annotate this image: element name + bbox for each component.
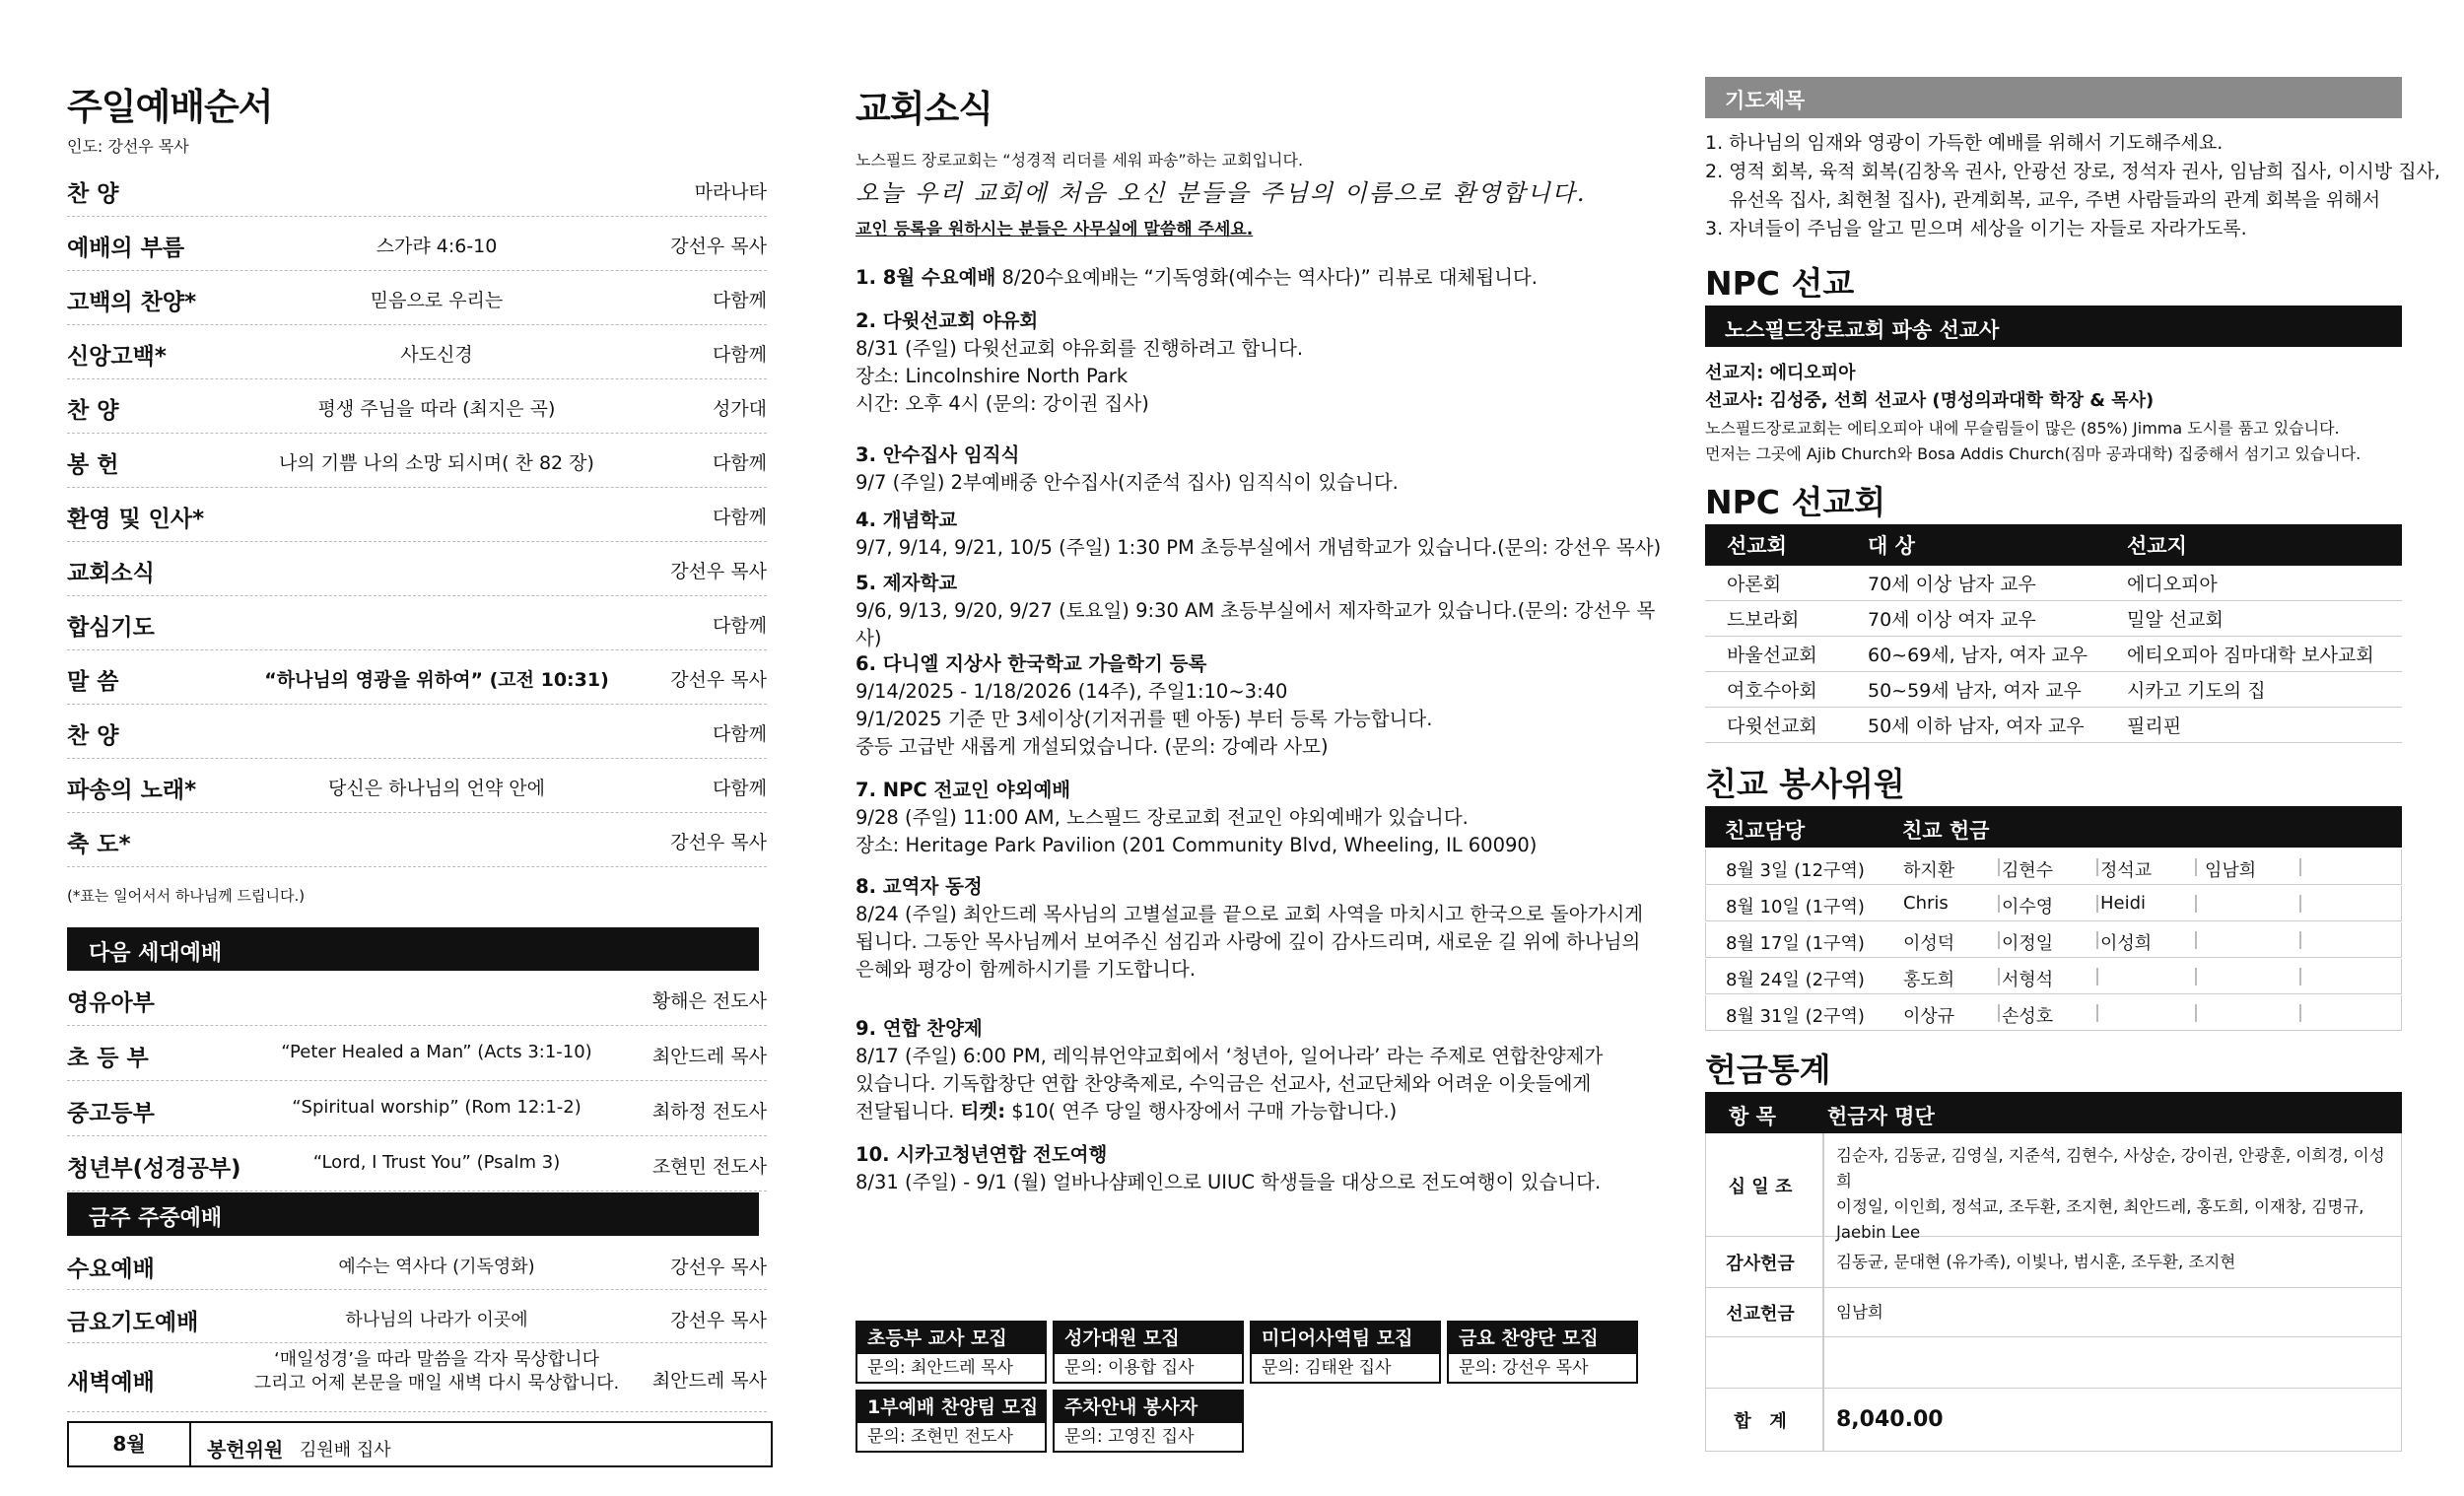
footnote: (*표는 일어서서 하나님께 드립니다.) xyxy=(67,887,306,905)
order-row xyxy=(67,433,767,488)
fellowship-name: Heidi xyxy=(2100,893,2147,914)
news-item-title: 4. 개념학교 xyxy=(856,509,958,531)
worship-order-title: 주일예배순서 xyxy=(67,86,273,128)
missions-row xyxy=(1705,601,2402,637)
news-item xyxy=(856,1015,1664,1125)
weekday-service: 금요기도예배 xyxy=(67,1310,199,1335)
fellowship-name: 정석교 xyxy=(2100,860,2153,881)
news-item-title: 8. 교역자 동정 xyxy=(856,875,983,898)
fellowship-date: 8월 3일 (12구역) xyxy=(1726,860,1865,881)
next-gen-leader: 최하정 전도사 xyxy=(651,1101,767,1122)
offering-divider xyxy=(1822,1133,1824,1236)
order-row-leader: 강선우 목사 xyxy=(670,669,767,691)
order-row xyxy=(67,216,767,271)
order-row-content: 당신은 하나님의 언약 안에 xyxy=(327,778,545,799)
name-separator xyxy=(2195,1004,2197,1022)
order-row-leader: 다함께 xyxy=(712,344,767,366)
offering-names: 김동균, 문대현 (유가족), 이빛나, 범시훈, 조두환, 조지현 xyxy=(1836,1253,2236,1271)
next-gen-row xyxy=(67,970,767,1026)
news-item-body: 8/24 (주일) 최안드레 목사님의 고별설교를 끝으로 교회 사역을 마치시고 한국으로 돌아가시게 됩니다. 그동안 목사님께서 보여주신 섬김과 사랑에 깊이 감사드리며, 새로운 길 위에 하나님의 은혜와 평강이 함께하시기를 기도합니다. xyxy=(856,903,1644,981)
recruit-contact: 문의: 조현민 전도사 xyxy=(867,1427,1013,1447)
recruit-contact: 문의: 최안드레 목사 xyxy=(867,1358,1013,1378)
news-item-title: 10. 시카고청년연합 전도여행 xyxy=(856,1143,1108,1166)
name-separator xyxy=(1998,895,2000,913)
register-notice: 교인 등록을 원하시는 분들은 사무실에 말씀해 주세요. xyxy=(856,220,1254,239)
fellowship-date: 8월 17일 (1구역) xyxy=(1726,933,1865,954)
offering-item: 선교헌금 xyxy=(1726,1304,1795,1325)
news-item xyxy=(856,777,1664,859)
npc-mission-title: NPC 선교 xyxy=(1705,264,1855,303)
fellowship-date: 8월 10일 (1구역) xyxy=(1726,897,1865,918)
mission-desc-1: 노스필드장로교회는 에티오피아 내에 무슬림들이 많은 (85%) Jimma 도시를 품고 있습니다. xyxy=(1705,419,2340,438)
order-row xyxy=(67,270,767,325)
order-row-label: 찬 양 xyxy=(67,181,119,207)
missions-table xyxy=(1705,524,2402,743)
name-separator xyxy=(2195,968,2197,986)
weekday-leader: 강선우 목사 xyxy=(670,1257,767,1278)
next-gen-dept: 영유아부 xyxy=(67,990,155,1016)
fellowship-name: 하지환 xyxy=(1903,860,1955,881)
fellowship-name: 이정일 xyxy=(2002,933,2054,954)
news-item-body: 9/28 (주일) 11:00 AM, 노스필드 장로교회 전교인 야외예배가 있습니다. 장소: Heritage Park Pavilion (201 Community Blvd, Wheeling, IL 60090) xyxy=(856,806,1538,856)
news-item-body: 8/31 (주일) 다윗선교회 야유회를 진행하려고 합니다. 장소: Lincolnshire North Park 시간: 오후 4시 (문의: 강이권 집사) xyxy=(856,337,1304,415)
name-separator xyxy=(2096,895,2098,913)
next-gen-topic: “Lord, I Trust You” (Psalm 3) xyxy=(312,1152,561,1173)
fellowship-col-date: 친교담당 xyxy=(1725,819,1806,843)
order-row-label: 예배의 부름 xyxy=(67,236,185,261)
missions-row xyxy=(1705,637,2402,672)
recruit-box xyxy=(856,1321,1047,1384)
weekday-leader: 최안드레 목사 xyxy=(651,1370,767,1392)
order-row-leader: 다함께 xyxy=(712,723,767,745)
fellowship-title: 친교 봉사위원 xyxy=(1705,765,1905,803)
fellowship-header xyxy=(1705,806,2402,848)
fellowship-col-names: 친교 헌금 xyxy=(1902,819,1990,843)
missions-field: 필리핀 xyxy=(2105,708,2402,743)
missions-field: 밀알 선교회 xyxy=(2105,601,2402,637)
news-item-body: 9/14/2025 - 1/18/2026 (14주), 주일1:10~3:40 9/1/2025 기준 만 3세이상(기저귀를 뗀 아동) 부터 등록 가능합니다. 중등 고급반 새롭게 개설되었습니다. (문의: 강예라 사모) xyxy=(856,680,1433,758)
offering-col-item: 항 목 xyxy=(1729,1105,1776,1128)
news-item xyxy=(856,442,1664,497)
order-row-content: 평생 주님을 따라 (최지은 곡) xyxy=(317,398,556,420)
order-row-leader: 다함께 xyxy=(712,507,767,528)
order-row-content: 사도신경 xyxy=(400,344,473,366)
next-gen-dept: 청년부(성경공부) xyxy=(67,1156,241,1182)
missionary-bar xyxy=(1705,306,2402,347)
offering-row xyxy=(1705,1336,2402,1389)
offering-committee xyxy=(67,1421,773,1467)
missions-row xyxy=(1705,566,2402,601)
news-item-title: 5. 제자학교 xyxy=(856,572,958,594)
prayer-item: 1. 하나님의 임재와 영광이 가득한 예배를 위해서 기도해주세요. xyxy=(1705,132,2224,154)
news-item xyxy=(856,873,1664,984)
name-separator xyxy=(1998,1004,2000,1022)
fellowship-name: 이성희 xyxy=(2100,933,2153,954)
news-item xyxy=(856,307,1664,418)
offering-divider xyxy=(1822,1287,1824,1336)
order-row-label: 찬 양 xyxy=(67,723,119,749)
order-row-content: 나의 기쁨 나의 소망 되시며( 찬 82 장) xyxy=(279,452,594,474)
name-separator xyxy=(2299,895,2301,913)
name-separator xyxy=(1998,931,2000,949)
fellowship-name: 이성덕 xyxy=(1903,933,1955,954)
order-row xyxy=(67,595,767,650)
order-row-leader: 강선우 목사 xyxy=(670,236,767,257)
news-item-title: 1. 8월 수요예배 xyxy=(856,266,996,289)
fellowship-row xyxy=(1705,886,2402,921)
news-item-body: 9/6, 9/13, 9/20, 9/27 (토요일) 9:30 AM 초등부실에서 제자학교가 있습니다.(문의: 강선우 목사) xyxy=(856,599,1656,649)
offering-item: 감사헌금 xyxy=(1726,1254,1795,1274)
missions-field: 에디오피아 xyxy=(2105,566,2402,601)
offering-item: 합 계 xyxy=(1734,1411,1787,1432)
news-item-title: 2. 다윗선교회 야유회 xyxy=(856,309,1039,332)
name-separator xyxy=(2299,931,2301,949)
recruit-contact: 문의: 김태완 집사 xyxy=(1262,1358,1392,1378)
recruit-box xyxy=(856,1390,1047,1453)
order-row xyxy=(67,378,767,434)
order-row-content: 스가랴 4:6-10 xyxy=(376,236,498,257)
next-gen-row xyxy=(67,1080,767,1136)
weekday-topic: 예수는 역사다 (기독영화) xyxy=(338,1257,535,1277)
name-separator xyxy=(2299,968,2301,986)
recruit-title: 초등부 교사 모집 xyxy=(857,1323,1045,1354)
news-item-title: 7. NPC 전교인 야외예배 xyxy=(856,779,1071,801)
offering-title: 헌금통계 xyxy=(1705,1051,1831,1089)
next-gen-title: 다음 세대예배 xyxy=(89,941,223,966)
prayer-item: 유선옥 집사, 최현철 집사), 관계회복, 교우, 주변 사람들과의 관계 회복을 위해서 xyxy=(1705,189,2381,211)
missions-group: 바울선교회 xyxy=(1705,637,1846,672)
missions-row xyxy=(1705,708,2402,743)
fellowship-date: 8월 24일 (2구역) xyxy=(1726,970,1865,990)
news-item xyxy=(856,570,1664,652)
offering-divider xyxy=(1822,1388,1824,1451)
news-item-title: 6. 다니엘 지상사 한국학교 가을학기 등록 xyxy=(856,652,1207,675)
next-gen-topic: “Peter Healed a Man” (Acts 3:1-10) xyxy=(281,1042,592,1062)
offering-row xyxy=(1705,1388,2402,1452)
fellowship-name: 이상규 xyxy=(1903,1006,1955,1027)
next-gen-dept: 초 등 부 xyxy=(67,1046,149,1071)
missions-target: 70세 이상 여자 교우 xyxy=(1846,601,2105,637)
recruit-title: 금요 찬양단 모집 xyxy=(1449,1323,1636,1354)
news-item-title: 9. 연합 찬양제 xyxy=(856,1017,983,1040)
weekday-leader: 강선우 목사 xyxy=(670,1310,767,1331)
fellowship-name: 손성호 xyxy=(2002,1006,2054,1027)
offering-names: 김순자, 김동균, 김영실, 지준석, 김현수, 사상순, 강이권, 안광훈, 이희경, 이성희 이정일, 이인희, 정석교, 조두환, 조지현, 최안드레, 홍도희, 이재창, 김명규, Jaebin Lee xyxy=(1836,1146,2385,1242)
missions-col-group: 선교회 xyxy=(1705,524,1846,566)
offering-header xyxy=(1705,1092,2402,1133)
order-row-leader: 강선우 목사 xyxy=(670,561,767,582)
order-row-label: 찬 양 xyxy=(67,398,119,424)
news-item-title: 3. 안수집사 임직식 xyxy=(856,443,1020,466)
weekday-topic: ‘매일성경’을 따라 말씀을 각자 묵상합니다 그리고 어제 본문을 매일 새벽 다시 묵상합니다. xyxy=(253,1349,620,1394)
fellowship-name: 김현수 xyxy=(2002,860,2054,881)
name-separator xyxy=(1998,858,2000,876)
missions-target: 50세 이하 남자, 여자 교우 xyxy=(1846,708,2105,743)
fellowship-name: 이수영 xyxy=(2002,897,2054,918)
name-separator xyxy=(2195,895,2197,913)
weekday-service: 수요예배 xyxy=(67,1257,155,1282)
order-row xyxy=(67,541,767,596)
missions-col-field: 선교지 xyxy=(2105,524,2402,566)
news-item-body: 8/17 (주일) 6:00 PM, 레익뷰언약교회에서 ‘청년아, 일어나라’ 라는 주제로 연합찬양제가 있습니다. 기독합창단 연합 찬양축제로, 수익금은 선교사, 선교단체와 어려운 이웃들에게 전달됩니다. xyxy=(856,1045,1604,1122)
weekday-row xyxy=(67,1236,767,1290)
missions-field: 시카고 기도의 집 xyxy=(2105,672,2402,708)
news-item-body: 9/7, 9/14, 9/21, 10/5 (주일) 1:30 PM 초등부실에서 개념학교가 있습니다.(문의: 강선우 목사) xyxy=(856,536,1662,559)
recruit-box xyxy=(1250,1321,1441,1384)
name-separator xyxy=(2096,968,2098,986)
news-item xyxy=(856,1141,1664,1196)
news-intro: 노스필드 장로교회는 “성경적 리더를 세워 파송”하는 교회입니다. xyxy=(856,151,1304,170)
missions-target: 70세 이상 남자 교우 xyxy=(1846,566,2105,601)
news-item-ticket: $10( 연주 당일 행사장에서 구매 가능합니다.) xyxy=(1005,1100,1398,1122)
recruit-title: 성가대원 모집 xyxy=(1055,1323,1242,1354)
recruit-title: 미디어사역팀 모집 xyxy=(1252,1323,1439,1354)
order-row-label: 말 씀 xyxy=(67,669,119,695)
offering-item: 십 일 조 xyxy=(1728,1177,1793,1197)
order-row-leader: 다함께 xyxy=(712,778,767,799)
prayer-item: 3. 자녀들이 주님을 알고 믿으며 세상을 이기는 자들로 자라가도록. xyxy=(1705,218,2247,239)
name-separator xyxy=(1998,968,2000,986)
fellowship-row xyxy=(1705,922,2402,958)
next-gen-topic: “Spiritual worship” (Rom 12:1-2) xyxy=(292,1097,582,1118)
prayer-header xyxy=(1705,77,2402,118)
order-row-content: “하나님의 영광을 위하여” (고전 10:31) xyxy=(264,669,609,691)
offering-names: 임남희 xyxy=(1836,1303,1883,1322)
offering-row xyxy=(1705,1133,2402,1242)
news-item xyxy=(856,650,1664,761)
weekday-row xyxy=(67,1342,767,1412)
prayer-title: 기도제목 xyxy=(1725,89,1806,112)
order-row-leader: 다함께 xyxy=(712,452,767,474)
order-row-content: 믿음으로 우리는 xyxy=(370,290,504,311)
weekday-service: 새벽예배 xyxy=(67,1370,155,1395)
next-gen-leader: 황해은 전도사 xyxy=(651,990,767,1012)
missions-group: 다윗선교회 xyxy=(1705,708,1846,743)
order-row xyxy=(67,758,767,813)
next-gen-leader: 조현민 전도사 xyxy=(651,1156,767,1178)
order-row-leader: 성가대 xyxy=(712,398,767,420)
fellowship-date: 8월 31일 (2구역) xyxy=(1726,1006,1865,1027)
weekday-header xyxy=(67,1192,759,1236)
recruit-box xyxy=(1447,1321,1638,1384)
order-row xyxy=(67,812,767,867)
fellowship-name: 서형석 xyxy=(2002,970,2054,990)
committee-name: 김원배 집사 xyxy=(300,1440,391,1461)
missions-target: 60~69세, 남자, 여자 교우 xyxy=(1846,637,2105,672)
next-gen-row xyxy=(67,1025,767,1081)
fellowship-name: 홍도희 xyxy=(1903,970,1955,990)
news-item-body: 9/7 (주일) 2부예배중 안수집사(지준석 집사) 임직식이 있습니다. xyxy=(856,471,1399,494)
name-separator xyxy=(2299,1004,2301,1022)
order-row xyxy=(67,324,767,379)
news-title: 교회소식 xyxy=(856,88,992,130)
recruit-contact: 문의: 강선우 목사 xyxy=(1459,1358,1589,1378)
mission-field: 선교지: 에디오피아 xyxy=(1705,363,1856,383)
order-row xyxy=(67,487,767,542)
name-separator xyxy=(2195,858,2197,876)
recruit-contact: 문의: 이용합 집사 xyxy=(1064,1358,1195,1378)
weekday-topic: 하나님의 나라가 이곳에 xyxy=(345,1310,528,1330)
missions-row xyxy=(1705,672,2402,708)
weekday-row xyxy=(67,1289,767,1343)
name-separator xyxy=(2195,931,2197,949)
offering-divider xyxy=(1822,1336,1824,1388)
order-row-label: 교회소식 xyxy=(67,561,155,586)
offering-divider xyxy=(1822,1236,1824,1287)
order-row xyxy=(67,704,767,759)
order-row-leader: 다함께 xyxy=(712,290,767,311)
order-row-label: 고백의 찬양* xyxy=(67,290,197,315)
news-item xyxy=(856,264,1664,292)
news-item xyxy=(856,507,1664,562)
fellowship-name: Chris xyxy=(1903,893,1949,914)
fellowship-row xyxy=(1705,995,2402,1031)
offering-row xyxy=(1705,1287,2402,1337)
recruit-title: 주차안내 봉사자 xyxy=(1055,1392,1242,1423)
missionary-bar-label: 노스필드장로교회 파송 선교사 xyxy=(1725,318,2000,342)
fellowship-row xyxy=(1705,850,2402,885)
news-item-ticket-label: 티켓: xyxy=(960,1100,1006,1122)
missions-group: 드보라회 xyxy=(1705,601,1846,637)
committee-label: 봉헌위원 xyxy=(207,1438,284,1462)
missions-target: 50~59세 남자, 여자 교우 xyxy=(1846,672,2105,708)
fellowship-name: 임남희 xyxy=(2205,860,2257,881)
offering-col-names: 헌금자 명단 xyxy=(1827,1105,1935,1128)
next-gen-header xyxy=(67,927,759,971)
name-separator xyxy=(2299,858,2301,876)
offering-names: 8,040.00 xyxy=(1836,1407,1944,1432)
name-separator xyxy=(2096,931,2098,949)
recruit-box xyxy=(1053,1321,1244,1384)
order-row-label: 축 도* xyxy=(67,832,131,857)
next-gen-dept: 중고등부 xyxy=(67,1101,155,1126)
missions-col-target: 대 상 xyxy=(1846,524,2105,566)
order-row-label: 환영 및 인사* xyxy=(67,507,205,532)
news-item-body: 8/20수요예배는 “기독영화(예수는 역사다)” 리뷰로 대체됩니다. xyxy=(995,266,1538,289)
order-row xyxy=(67,649,767,705)
order-row-label: 합심기도 xyxy=(67,615,155,641)
missions-group: 여호수아회 xyxy=(1705,672,1846,708)
weekday-title: 금주 주중예배 xyxy=(89,1206,223,1231)
name-separator xyxy=(2096,858,2098,876)
order-row-leader: 강선우 목사 xyxy=(670,832,767,853)
order-row xyxy=(67,162,767,217)
missions-field: 에티오피아 짐마대학 보사교회 xyxy=(2105,637,2402,672)
worship-leader: 인도: 강선우 목사 xyxy=(67,137,189,156)
committee-month: 8월 xyxy=(69,1423,191,1465)
order-row-leader: 다함께 xyxy=(712,615,767,637)
recruit-title: 1부예배 찬양팀 모집 xyxy=(857,1392,1045,1423)
order-row-label: 봉 헌 xyxy=(67,452,119,478)
next-gen-leader: 최안드레 목사 xyxy=(651,1046,767,1067)
missions-group: 아론회 xyxy=(1705,566,1846,601)
fellowship-row xyxy=(1705,959,2402,994)
prayer-item: 2. 영적 회복, 육적 회복(김창옥 권사, 안광선 장로, 정석자 권사, 임남희 집사, 이시방 집사, xyxy=(1705,161,2440,182)
next-gen-row xyxy=(67,1135,767,1191)
order-row-label: 신앙고백* xyxy=(67,344,167,370)
order-row-leader: 마라나타 xyxy=(694,181,767,203)
name-separator xyxy=(2096,1004,2098,1022)
offering-row xyxy=(1705,1236,2402,1288)
missions-table-title: NPC 선교회 xyxy=(1705,483,1886,521)
news-item-body: 8/31 (주일) - 9/1 (월) 얼바나샴페인으로 UIUC 학생들을 대상으로 전도여행이 있습니다. xyxy=(856,1171,1602,1193)
missionary-names: 선교사: 김성중, 선희 선교사 (명성의과대학 학장 & 목사) xyxy=(1705,390,2155,411)
mission-desc-2: 먼저는 그곳에 Ajib Church와 Bosa Addis Church(짐마 공과대학) 집중해서 섬기고 있습니다. xyxy=(1705,444,2361,463)
recruit-box xyxy=(1053,1390,1244,1453)
order-row-label: 파송의 노래* xyxy=(67,778,197,803)
recruit-contact: 문의: 고영진 집사 xyxy=(1064,1427,1195,1447)
welcome-message: 오늘 우리 교회에 처음 오신 분들을 주님의 이름으로 환영합니다. xyxy=(856,179,1587,207)
